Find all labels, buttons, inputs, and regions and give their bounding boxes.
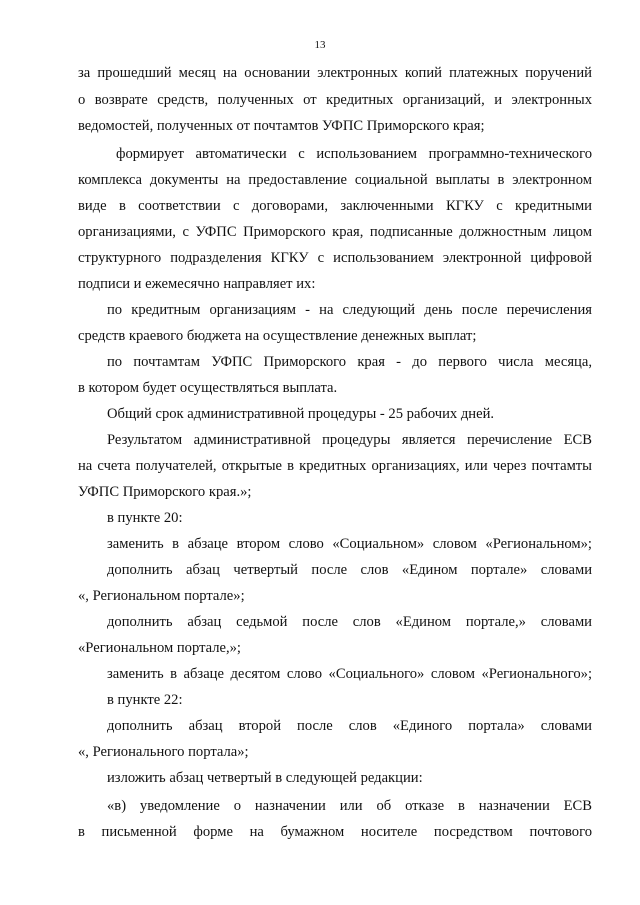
text-line: по почтамтам УФПС Приморского края - до первого числа месяца, [107, 354, 592, 370]
text-line: «, Регионального портала»; [78, 744, 249, 760]
text-line: в пункте 22: [107, 692, 183, 708]
text-line: дополнить абзац второй после слов «Единого портала» словами [107, 718, 592, 734]
text-line: в письменной форме на бумажном носителе посредством почтового [78, 824, 592, 840]
text-line: в пункте 20: [107, 510, 183, 526]
text-line: о возврате средств, полученных от кредитных организаций, и электронных [78, 92, 592, 108]
text-line: структурного подразделения КГКУ с использованием электронной цифровой [78, 250, 592, 266]
text-line: заменить в абзаце десятом слово «Социального» словом «Регионального»; [107, 666, 592, 682]
text-line: дополнить абзац четвертый после слов «Едином портале» словами [107, 562, 592, 578]
text-line: комплекса документы на предоставление социальной выплаты в электронном [78, 172, 592, 188]
text-line: средств краевого бюджета на осуществление денежных выплат; [78, 328, 477, 344]
text-line: Результатом административной процедуры является перечисление ЕСВ [107, 432, 592, 448]
text-line: виде в соответствии с договорами, заключенными КГКУ с кредитными [78, 198, 592, 214]
text-line: ведомостей, полученных от почтамтов УФПС Приморского края; [78, 118, 485, 134]
text-line: изложить абзац четвертый в следующей редакции: [107, 770, 423, 786]
text-line: дополнить абзац седьмой после слов «Едином портале,» словами [107, 614, 592, 630]
page-number: 13 [314, 39, 326, 51]
text-line: «в) уведомление о назначении или об отказе в назначении ЕСВ [107, 798, 592, 814]
text-line: подписи и ежемесячно направляет их: [78, 276, 316, 292]
text-line: «, Региональном портале»; [78, 588, 245, 604]
text-line: организациями, с УФПС Приморского края, подписанные должностным лицом [78, 224, 592, 240]
text-line: формирует автоматически с использованием программно-технического [116, 146, 592, 162]
text-line: заменить в абзаце втором слово «Социальном» словом «Региональном»; [107, 536, 592, 552]
text-line: по кредитным организациям - на следующий день после перечисления [107, 302, 592, 318]
text-line: Общий срок административной процедуры - 25 рабочих дней. [107, 406, 495, 422]
text-line: в котором будет осуществляться выплата. [78, 380, 338, 396]
text-line: на счета получателей, открытые в кредитных организациях, или через почтамты [78, 458, 592, 474]
text-line: за прошедший месяц на основании электронных копий платежных поручений [78, 65, 592, 81]
text-line: УФПС Приморского края.»; [78, 484, 252, 500]
text-line: «Региональном портале,»; [78, 640, 241, 656]
